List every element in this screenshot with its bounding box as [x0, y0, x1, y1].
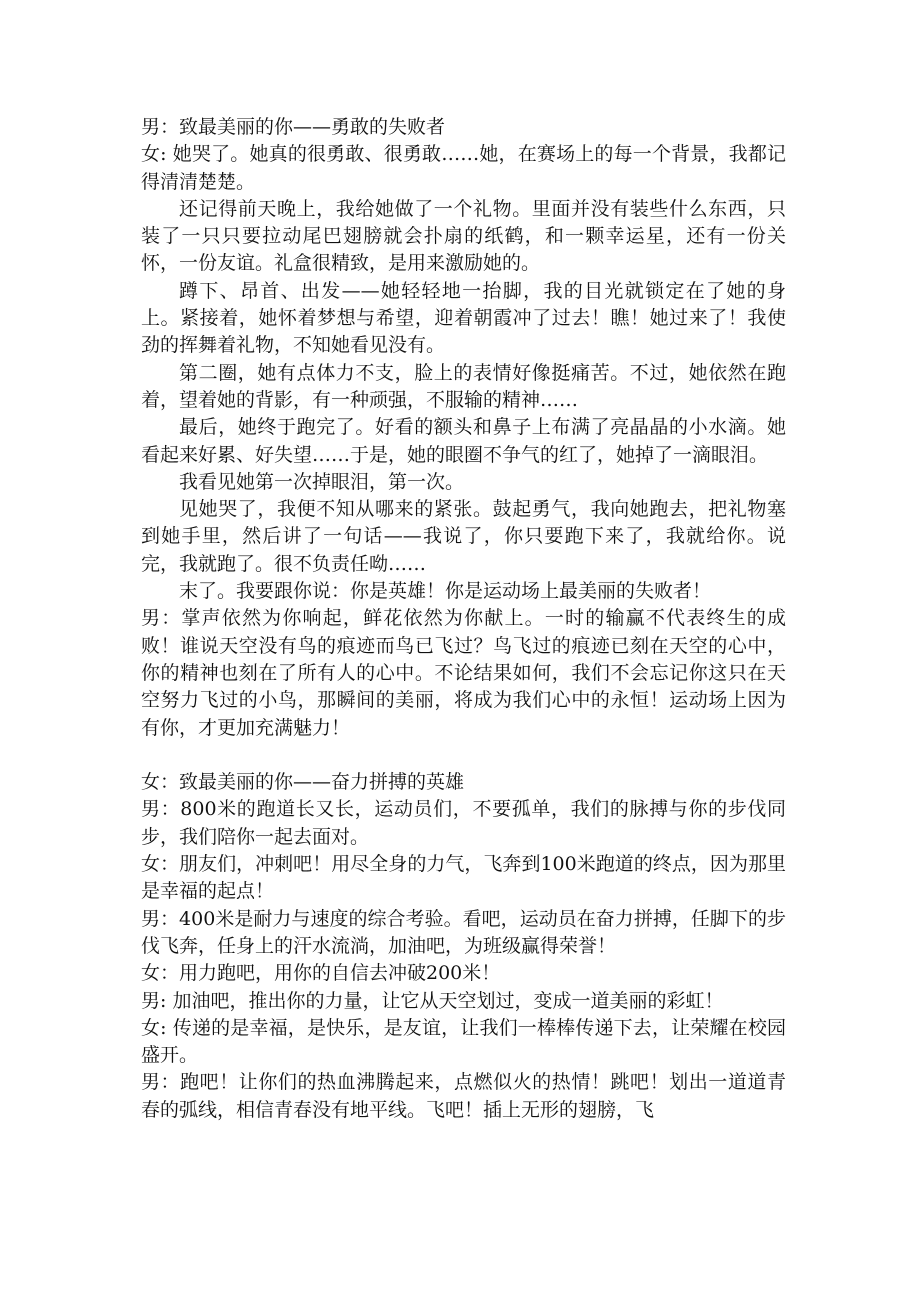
paragraph-100m: 女：朋友们，冲刺吧！用尽全身的力气，飞奔到100米跑道的终点，因为那里是幸福的起点！: [141, 853, 786, 903]
paragraph-nervous: 见她哭了，我便不知从哪来的紧张。鼓起勇气，我向她跑去，把礼物塞到她手里，然后讲了一句话——我说了，你只要跑下来了，我就给你。说完，我就跑了。很不负责任呦……: [141, 498, 786, 575]
section-spacer: [141, 742, 786, 769]
paragraph-relay: 女: 传递的是幸福，是快乐，是友谊，让我们一棒棒传递下去，让荣耀在校园盛开。: [141, 1016, 786, 1067]
paragraph-she-cried: 女: 她哭了。她真的很勇敢、很勇敢……她，在赛场上的每一个背景，我都记得清清楚楚。: [141, 143, 786, 193]
document-body: [141, 114, 786, 1124]
section-title-brave-loser: 男：致最美丽的你——勇敢的失败者: [141, 116, 446, 138]
paragraph-applause: 男：掌声依然为你响起，鲜花依然为你献上。一时的输赢不代表终生的成败！谁说天空没有鸟的痕迹而鸟已飞过？鸟飞过的痕迹已刻在天空的心中，你的精神也刻在了所有人的心中。不论结果如何，我们不会忘记你这只在天空努力飞过的小鸟，那瞬间的美丽，将成为我们心中的永恒！运动场上因为有你，才更加充满魅力！: [141, 607, 786, 739]
paragraph-first-tear: 我看见她第一次掉眼泪，第一次。: [179, 470, 465, 493]
paragraph-hero: 末了。我要跟你说：你是英雄！你是运动场上最美丽的失败者！: [179, 580, 712, 603]
paragraph-run-jump-fly: 男：跑吧！让你们的热血沸腾起来，点燃似火的热情！跳吧！划出一道道青春的弧线，相信青春没有地平线。飞吧！插上无形的翅膀，飞: [141, 1071, 786, 1121]
paragraph-second-lap: 第二圈，她有点体力不支，脸上的表情好像挺痛苦。不过，她依然在跑着，望着她的背影，有一种顽强，不服输的精神……: [141, 361, 786, 411]
paragraph-200m: 女：用力跑吧，用你的自信去冲破200米！: [141, 962, 501, 985]
paragraph-gift: 还记得前天晚上，我给她做了一个礼物。里面并没有装些什么东西，只装了一只只要拉动尾巴翅膀就会扑扇的纸鹤，和一颗幸运星，还有一份关怀，一份友谊。礼盒很精致，是用来激励她的。: [141, 197, 786, 275]
paragraph-rainbow: 男: 加油吧，推出你的力量，让它从天空划过，变成一道美丽的彩虹！: [141, 989, 724, 1012]
paragraph-finish: 最后，她终于跑完了。好看的额头和鼻子上布满了亮晶晶的小水滴。她看起来好累、好失望……于是，她的眼圈不争气的红了，她掉了一滴眼泪。: [141, 416, 786, 466]
paragraph-start: 蹲下、昂首、出发——她轻轻地一抬脚，我的目光就锁定在了她的身上。紧接着，她怀着梦想与希望，迎着朝霞冲了过去！瞧！她过来了！我使劲的挥舞着礼物，不知她看见没有。: [141, 279, 786, 357]
section-title-striving-hero: 女：致最美丽的你——奋力拼搏的英雄: [141, 771, 465, 794]
paragraph-800m: 男：800米的跑道长又长，运动员们，不要孤单，我们的脉搏与你的步伐同步，我们陪你一起去面对。: [141, 798, 786, 848]
paragraph-400m: 男：400米是耐力与速度的综合考验。看吧，运动员在奋力拼搏，任脚下的步伐飞奔，任身上的汗水流淌，加油吧，为班级赢得荣誉！: [141, 907, 786, 957]
